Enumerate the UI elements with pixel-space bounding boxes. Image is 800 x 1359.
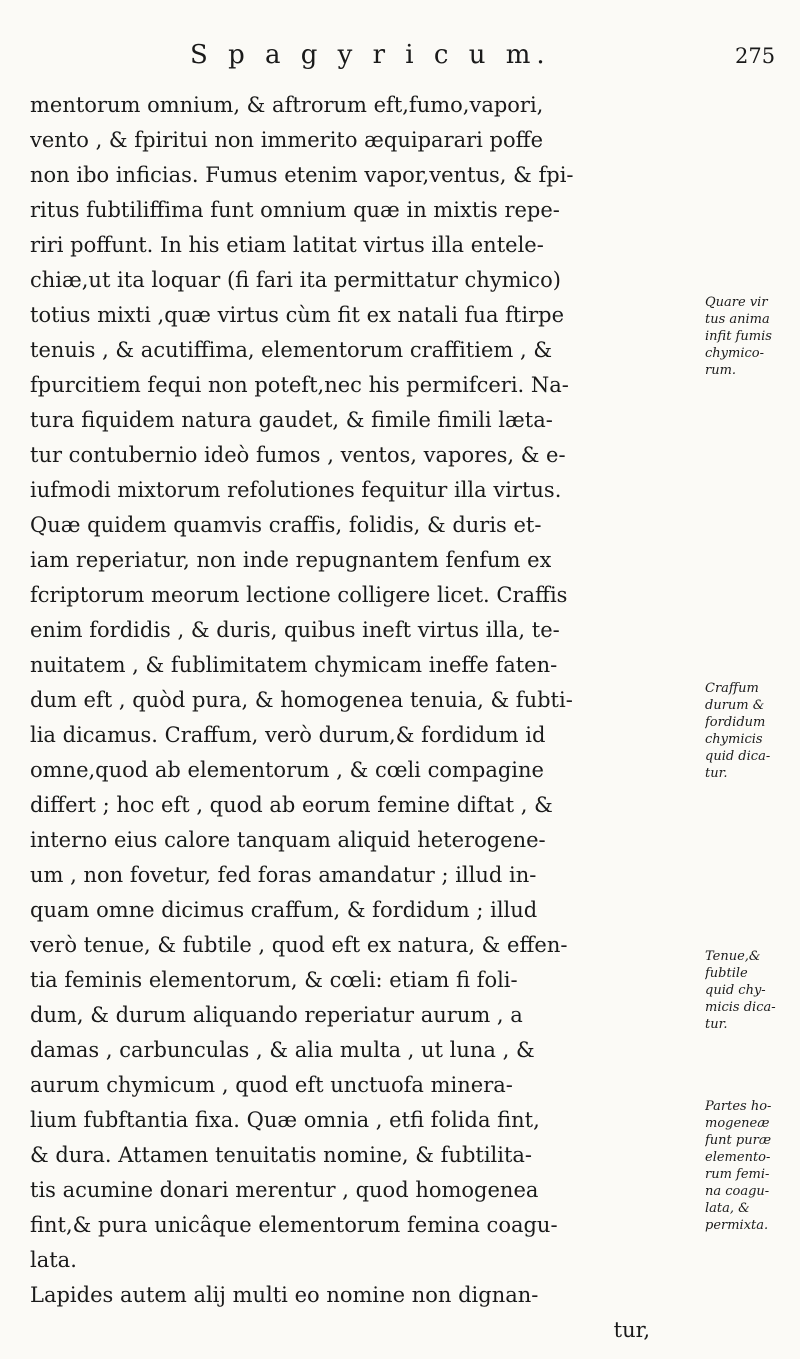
margin-note-line: rum femi- (705, 1167, 770, 1182)
margin-note-line: tur. (705, 766, 728, 781)
margin-note-line: fordidum (705, 715, 766, 730)
margin-note (705, 294, 795, 379)
margin-note-line: lata, & (705, 1201, 750, 1216)
margin-note-line: mogeneæ (705, 1116, 770, 1131)
text-line: totius mixti ,quæ virtus cùm fit ex natali fua ftirpe (30, 303, 564, 327)
text-line: lata. (30, 1248, 77, 1272)
margin-note-line: na coagu- (705, 1184, 770, 1199)
text-line: interno eius calore tanquam aliquid heterogene- (30, 828, 546, 852)
text-line: mentorum omnium, & aftrorum eft,fumo,vapori, (30, 93, 544, 117)
text-line: enim fordidis , & duris, quibus ineft virtus illa, te- (30, 618, 560, 642)
text-line: tis acumine donari merentur , quod homogenea (30, 1178, 539, 1202)
margin-note-line: Quare vir (705, 295, 768, 310)
text-line: vento , & fpiritui non immerito æquiparari poffe (30, 128, 543, 152)
margin-note-line: infit fumis (705, 329, 772, 344)
margin-note-line: Partes ho- (705, 1099, 772, 1114)
margin-note-line: quid chy- (705, 983, 766, 998)
margin-note-line: permixta. (705, 1218, 769, 1233)
margin-note-line: tur. (705, 1017, 728, 1032)
text-line: tenuis , & acutiffima, elementorum craffitiem , & (30, 338, 553, 362)
margin-note-line: durum & (705, 698, 765, 713)
margin-note (705, 1098, 795, 1234)
margin-note (705, 680, 795, 782)
text-line: iam reperiatur, non inde repugnantem fenfum ex (30, 548, 552, 572)
text-line: fpurcitiem fequi non poteft,nec his permifceri. Na- (30, 373, 569, 397)
text-line: lium fubftantia fixa. Quæ omnia , etfi folida fint, (30, 1108, 540, 1132)
text-line: tur contubernio ideò fumos , ventos, vapores, & e- (30, 443, 566, 467)
text-line: Lapides autem alij multi eo nomine non dignan- (30, 1283, 539, 1307)
margin-note-line: quid dica- (705, 749, 771, 764)
margin-note-line: micis dica- (705, 1000, 776, 1015)
margin-note-line: funt puræ (705, 1133, 772, 1148)
text-line: quam omne dicimus craffum, & fordidum ; illud (30, 898, 538, 922)
text-line: chiæ,ut ita loquar (fi fari ita permittatur chymico) (30, 268, 561, 292)
text-line: tura fiquidem natura gaudet, & fimile fimili læta- (30, 408, 553, 432)
margin-note-line: chymicis (705, 732, 763, 747)
margin-note-line: Tenue,& (705, 949, 761, 964)
text-line: verò tenue, & fubtile , quod eft ex natura, & effen- (30, 933, 568, 957)
margin-note-line: chymico- (705, 346, 764, 361)
text-line: fcriptorum meorum lectione colligere licet. Craffis (30, 583, 568, 607)
text-line: & dura. Attamen tenuitatis nomine, & fubtilita- (30, 1143, 533, 1167)
text-line: dum eft , quòd pura, & homogenea tenuia, & fubti- (30, 688, 573, 712)
text-line: dum, & durum aliquando reperiatur aurum , a (30, 1003, 523, 1027)
text-line: non ibo inficias. Fumus etenim vapor,ventus, & fpi- (30, 163, 574, 187)
margin-note (705, 948, 795, 1033)
text-line: differt ; hoc eft , quod ab eorum femine diftat , & (30, 793, 553, 817)
catchword-line: tur, (613, 1318, 650, 1342)
margin-note-line: rum. (705, 363, 737, 378)
text-line: nuitatem , & fublimitatem chymicam ineffe faten- (30, 653, 558, 677)
text-line: aurum chymicum , quod eft unctuofa minera- (30, 1073, 513, 1097)
margin-note-line: fubtile (705, 966, 748, 981)
margin-note-line: Craffum (705, 681, 759, 696)
running-head (0, 40, 800, 80)
text-line: Quæ quidem quamvis craffis, folidis, & duris et- (30, 513, 542, 537)
text-line: damas , carbunculas , & alia multa , ut luna , & (30, 1038, 535, 1062)
margin-note-line: elemento- (705, 1150, 771, 1165)
running-title: S p a g y r i c u m. (190, 40, 551, 70)
margin-note-line: tus anima (705, 312, 770, 327)
text-line: riri poffunt. In his etiam latitat virtus illa entele- (30, 233, 544, 257)
page-number: 275 (735, 44, 776, 68)
text-line: lia dicamus. Craffum, verò durum,& fordidum id (30, 723, 546, 747)
text-line: um , non fovetur, fed foras amandatur ; illud in- (30, 863, 537, 887)
text-line: tia feminis elementorum, & cœli: etiam fi foli- (30, 968, 518, 992)
text-line: iufmodi mixtorum refolutiones fequitur illa virtus. (30, 478, 562, 502)
text-line: ritus fubtiliffima funt omnium quæ in mixtis repe- (30, 198, 560, 222)
text-line: fint,& pura unicâque elementorum femina coagu- (30, 1213, 558, 1237)
text-line: omne,quod ab elementorum , & cœli compagine (30, 758, 544, 782)
